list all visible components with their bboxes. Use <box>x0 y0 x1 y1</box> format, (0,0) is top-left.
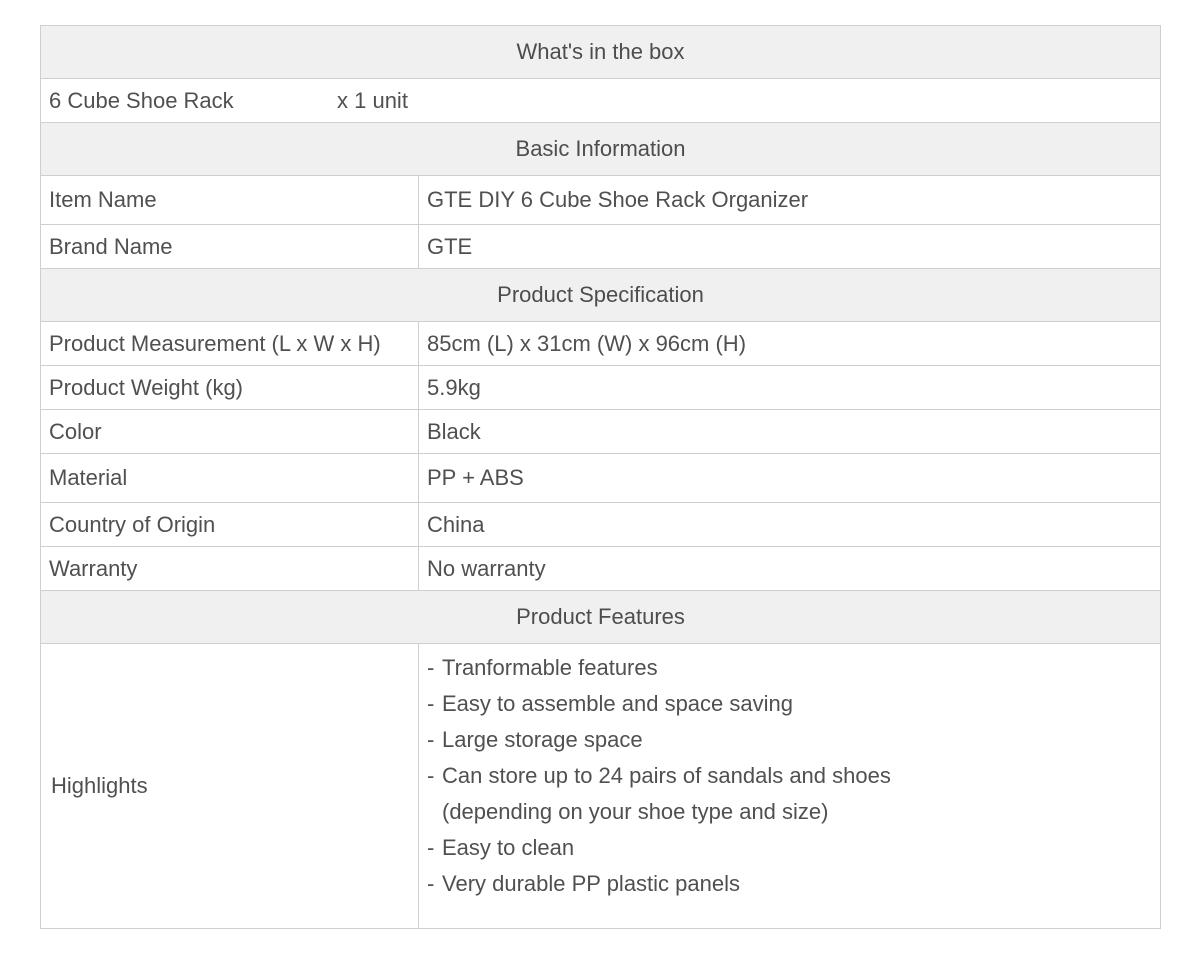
row-label: Country of Origin <box>41 503 419 547</box>
row-value: No warranty <box>419 547 1161 591</box>
section-title: Basic Information <box>41 123 1161 176</box>
table-row <box>41 322 1161 366</box>
row-label: Product Measurement (L x W x H) <box>41 322 419 366</box>
feature-text: Can store up to 24 pairs of sandals and shoes (depending on your shoe type and size) <box>442 763 891 824</box>
feature-text: Large storage space <box>442 727 643 752</box>
section-header-product-specification <box>41 269 1161 322</box>
list-item: - Easy to assemble and space saving <box>427 691 793 716</box>
table-row <box>41 503 1161 547</box>
feature-text: Very durable PP plastic panels <box>442 871 740 896</box>
box-item-quantity: x 1 unit <box>337 87 408 113</box>
row-label: Item Name <box>41 176 419 225</box>
list-item: - Can store up to 24 pairs of sandals and shoes (depending on your shoe type and size) <box>427 763 891 824</box>
product-spec-table <box>40 25 1161 929</box>
section-title: Product Features <box>41 591 1161 644</box>
feature-text: Tranformable features <box>442 655 658 680</box>
table-row <box>41 454 1161 503</box>
section-title: What's in the box <box>41 26 1161 79</box>
highlights-row <box>41 644 1161 929</box>
table-row <box>41 225 1161 269</box>
row-value: 5.9kg <box>419 366 1161 410</box>
box-contents-row <box>41 79 1161 123</box>
row-value: Black <box>419 410 1161 454</box>
table-row <box>41 410 1161 454</box>
box-contents-cell <box>41 79 1161 123</box>
row-value: GTE DIY 6 Cube Shoe Rack Organizer <box>419 176 1161 225</box>
row-label: Warranty <box>41 547 419 591</box>
table-row <box>41 366 1161 410</box>
feature-list <box>427 650 1152 902</box>
list-item: - Easy to clean <box>427 835 575 860</box>
section-header-whats-in-box <box>41 26 1161 79</box>
row-value: 85cm (L) x 31cm (W) x 96cm (H) <box>419 322 1161 366</box>
list-item: - Large storage space <box>427 727 643 752</box>
table-row <box>41 547 1161 591</box>
list-item: - Tranformable features <box>427 655 658 680</box>
section-header-basic-information <box>41 123 1161 176</box>
section-header-product-features <box>41 591 1161 644</box>
row-label: Color <box>41 410 419 454</box>
list-item: - Very durable PP plastic panels <box>427 871 740 896</box>
row-label: Product Weight (kg) <box>41 366 419 410</box>
feature-text: Easy to assemble and space saving <box>442 691 793 716</box>
box-item-name: 6 Cube Shoe Rack <box>49 87 234 113</box>
row-label: Brand Name <box>41 225 419 269</box>
section-title: Product Specification <box>41 269 1161 322</box>
highlights-cell <box>419 644 1161 929</box>
row-value: GTE <box>419 225 1161 269</box>
row-label: Highlights <box>41 644 419 929</box>
row-value: China <box>419 503 1161 547</box>
row-value: PP + ABS <box>419 454 1161 503</box>
table-row <box>41 176 1161 225</box>
row-label: Material <box>41 454 419 503</box>
feature-text: Easy to clean <box>442 835 575 860</box>
